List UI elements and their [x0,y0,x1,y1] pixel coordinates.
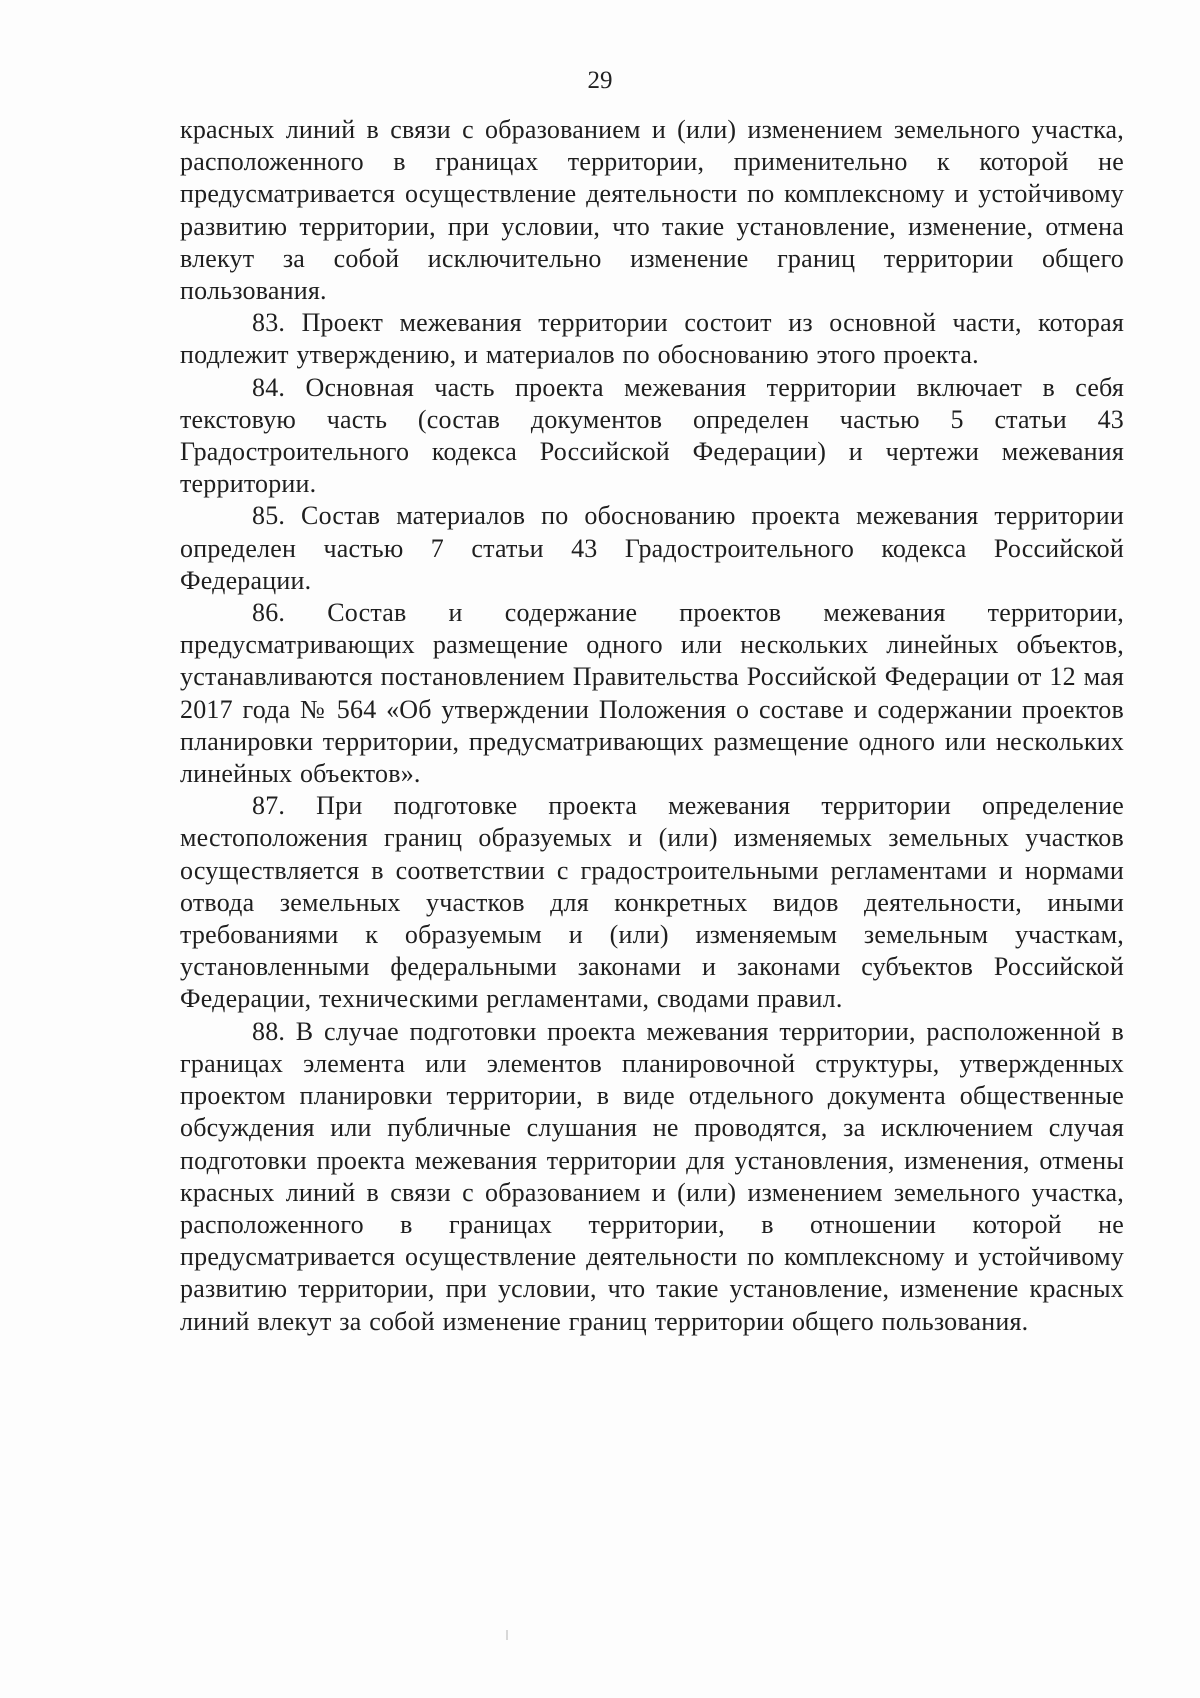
paragraph-number: 84. [252,372,286,402]
paragraph-text: Состав материалов по обоснованию проекта межевания территории определен частью 7 статьи 43 Градостроительного кодекса Российской Федерации. [180,501,1124,595]
paragraph-84 [180,372,1124,501]
paragraph-88 [180,1016,1124,1338]
paragraph-text: При подготовке проекта межевания территории определение местоположения границ образуемых и (или) изменяемых земельных участков осуществляется в соответствии с градостроительными регламентами и нормами отвода земельных участков для конкретных видов деятельности, иными требованиями к образуемым и (или) изменяемым земельным участкам, установленными федеральными законами и законами субъектов Российской Федерации, техническими регламентами, сводами правил. [180,791,1124,1014]
paragraph-86 [180,597,1124,790]
paragraph-number: 83. [252,308,286,338]
paragraph-text: В случае подготовки проекта межевания территории, расположенной в границах элемента или элементов планировочной структуры, утвержденных проектом планировки территории, в виде отдельного документа общественные обсуждения или публичные слушания не проводятся, за исключением случая подготовки проекта межевания территории для установления, изменения, отмены красных линий в связи с образованием и (или) изменением земельного участка, расположенного в границах территории, в отношении которой не предусматривается осуществление деятельности по комплексному и устойчивому развитию территории, при условии, что такие установление, изменение красных линий влекут за собой изменение границ территории общего пользования. [180,1016,1124,1336]
paragraph-number: 85. [252,501,286,531]
paragraph-text: Основная часть проекта межевания территории включает в себя текстовую часть (состав документов определен частью 5 статьи 43 Градостроительного кодекса Российской Федерации) и чертежи межевания территории. [180,372,1124,499]
page-number: 29 [587,67,613,94]
paragraph-number: 86. [252,598,286,628]
scan-artifact [506,1630,508,1640]
paragraph-number: 88. [252,1016,286,1046]
paragraph-text: Состав и содержание проектов межевания территории, предусматривающих размещение одного или нескольких линейных объектов, устанавливаются постановлением Правительства Российской Федерации от 12 мая 2017 года № 564 «Об утверждении Положения о составе и содержании проектов планировки территории, предусматривающих размещение одного или нескольких линейных объектов». [180,598,1125,789]
paragraph-number: 87. [252,791,286,821]
paragraph-continuation [180,114,1124,307]
paragraph-text: Проект межевания территории состоит из основной части, которая подлежит утверждению, и материалов по обоснованию этого проекта. [180,308,1124,370]
paragraph-text: красных линий в связи с образованием и (или) изменением земельного участка, расположенного в границах территории, применительно к которой не предусматривается осуществление деятельности по комплексному и устойчивому развитию территории, при условии, что такие установление, изменение, отмена влекут за собой исключительно изменение границ территории общего пользования. [180,115,1124,306]
document-body [180,114,1124,1338]
paragraph-85 [180,500,1124,597]
paragraph-87 [180,790,1124,1015]
paragraph-83 [180,307,1124,371]
